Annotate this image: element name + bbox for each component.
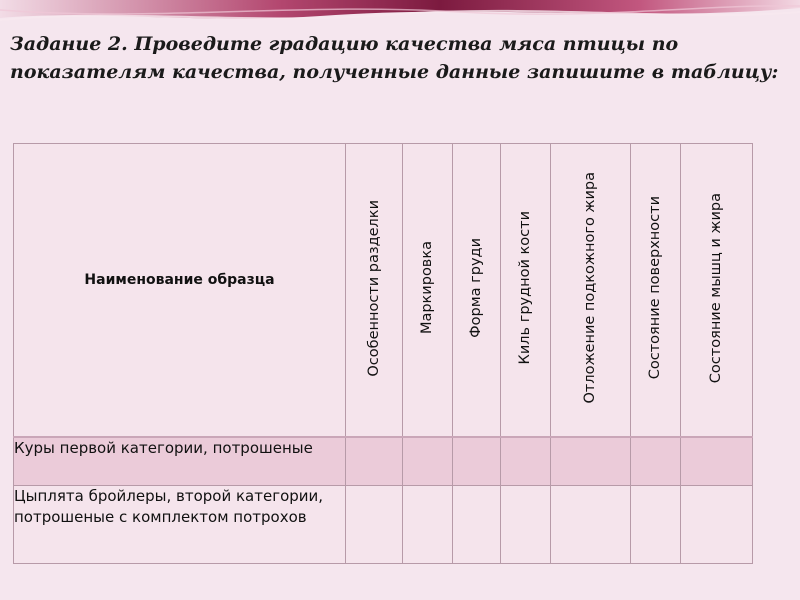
table-row: [14, 485, 753, 563]
column-header-breast-shape: [453, 144, 501, 438]
column-header-keel: [501, 144, 551, 438]
empty-cell[interactable]: [631, 485, 681, 563]
sample-name-cell: Куры первой категории, потрошеные: [14, 437, 346, 485]
empty-cell[interactable]: [551, 485, 631, 563]
empty-cell[interactable]: [681, 485, 753, 563]
column-header-label: Отложение подкожного жира: [582, 172, 598, 404]
column-header-cutting: [346, 144, 403, 438]
empty-cell[interactable]: [501, 485, 551, 563]
empty-cell[interactable]: [453, 437, 501, 485]
decorative-banner: [0, 0, 800, 26]
banner-swoosh-graphic: [0, 0, 800, 26]
empty-cell[interactable]: [501, 437, 551, 485]
column-header-label: Маркировка: [419, 241, 435, 335]
column-header-marking: [403, 144, 453, 438]
column-header-label: Состояние поверхности: [647, 196, 663, 380]
empty-cell[interactable]: [681, 437, 753, 485]
empty-cell[interactable]: [453, 485, 501, 563]
header-row: [14, 144, 753, 438]
empty-cell[interactable]: [346, 437, 403, 485]
slide-title: Задание 2. Проведите градацию качества мяса птицы по показателям качества, полученные данные запишите в таблицу:: [10, 33, 779, 83]
quality-grade-table: [13, 143, 753, 564]
sample-name-cell: Цыплята бройлеры, второй категории, потрошеные с комплектом потрохов: [14, 485, 346, 563]
column-header-muscle-fat: [681, 144, 753, 438]
sample-name-header: Наименование образца: [14, 144, 346, 438]
column-header-label: Особенности разделки: [365, 199, 382, 377]
column-header-fat-deposit: [551, 144, 631, 438]
table-row: [14, 437, 753, 485]
empty-cell[interactable]: [346, 485, 403, 563]
empty-cell[interactable]: [403, 485, 453, 563]
empty-cell[interactable]: [631, 437, 681, 485]
column-header-label: Форма груди: [468, 238, 484, 338]
empty-cell[interactable]: [551, 437, 631, 485]
column-header-label: Киль грудной кости: [517, 211, 533, 365]
empty-cell[interactable]: [403, 437, 453, 485]
column-header-label: Состояние мышц и жира: [708, 192, 724, 384]
column-header-surface: [631, 144, 681, 438]
